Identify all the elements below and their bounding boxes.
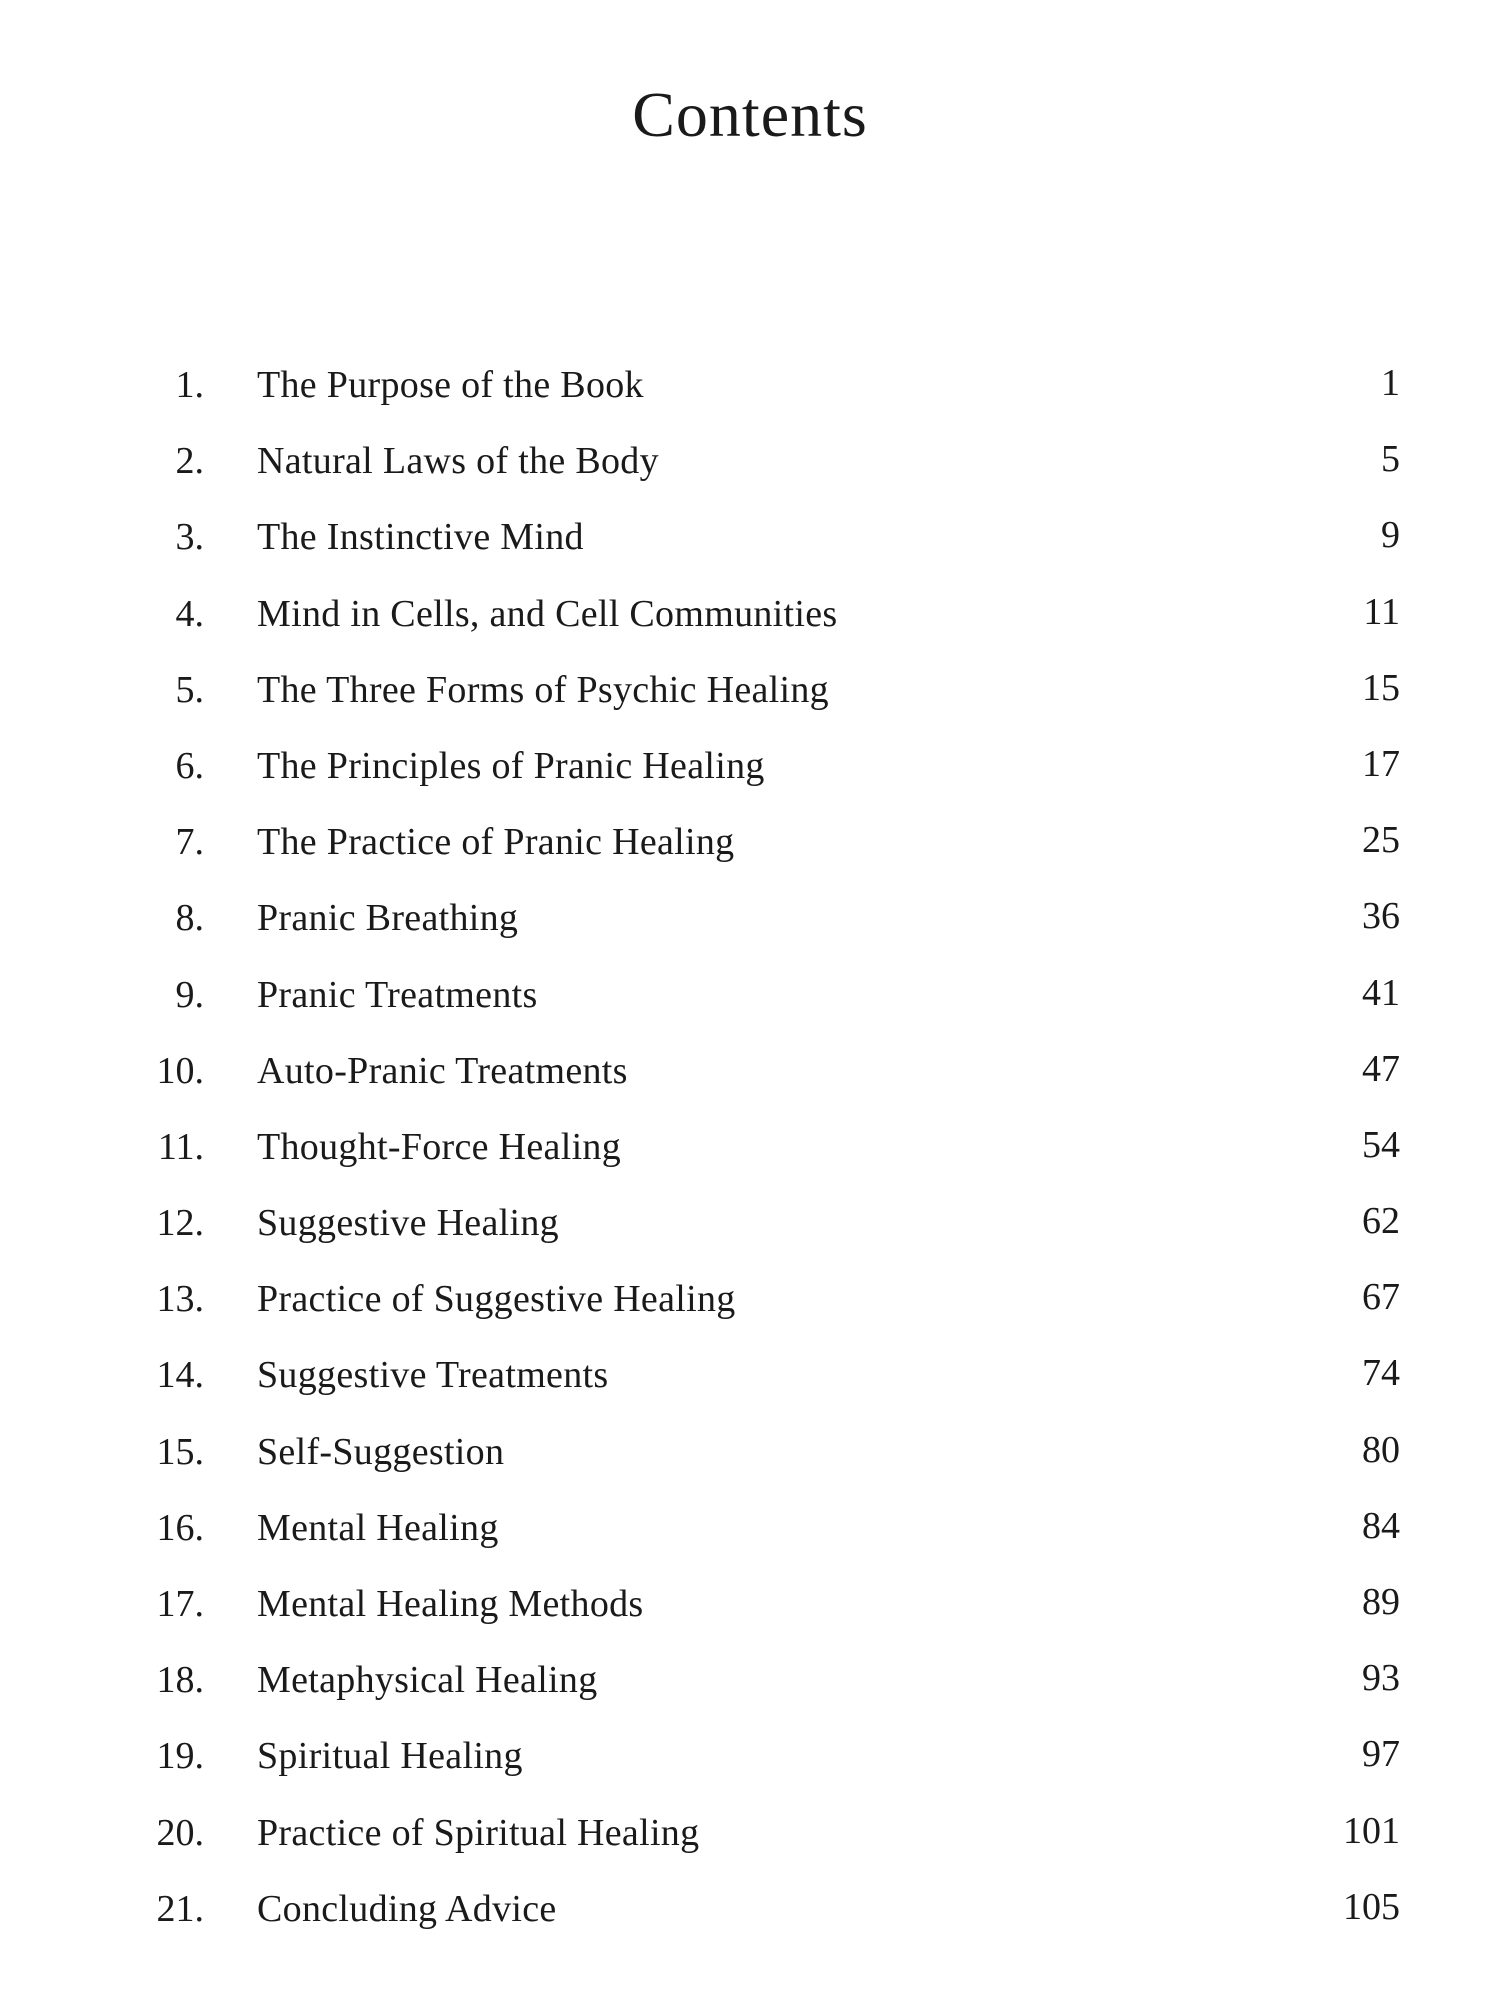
page-number: 93 (1362, 1657, 1400, 1700)
chapter-title: The Principles of Pranic Healing (257, 744, 765, 787)
chapter-title: The Three Forms of Psychic Healing (257, 668, 829, 711)
chapter-number: 5. (175, 668, 204, 711)
toc-entry[interactable] (0, 1496, 1500, 1572)
toc-entry[interactable] (0, 1191, 1500, 1267)
page-number: 9 (1381, 514, 1400, 557)
page-number: 84 (1362, 1504, 1400, 1547)
page-number: 97 (1362, 1733, 1400, 1776)
chapter-number: 16. (156, 1506, 204, 1549)
page-number: 54 (1362, 1123, 1400, 1166)
toc-entry[interactable] (0, 1801, 1500, 1877)
chapter-title: The Practice of Pranic Healing (257, 821, 735, 864)
chapter-number: 18. (156, 1659, 204, 1702)
chapter-title: Mind in Cells, and Cell Communities (257, 592, 838, 635)
chapter-number: 1. (175, 364, 204, 406)
chapter-title: Spiritual Healing (257, 1735, 523, 1778)
toc-entry[interactable] (0, 1877, 1500, 1953)
toc-entry[interactable] (0, 1572, 1500, 1648)
chapter-title: Pranic Treatments (257, 973, 538, 1016)
chapter-title: Natural Laws of the Body (257, 440, 659, 483)
page-number: 47 (1362, 1047, 1400, 1090)
toc-entry[interactable] (0, 1420, 1500, 1496)
chapter-number: 8. (175, 897, 204, 940)
chapter-number: 10. (156, 1049, 204, 1092)
toc-entry[interactable] (0, 810, 1500, 886)
page-number: 25 (1362, 819, 1400, 862)
chapter-number: 21. (156, 1887, 204, 1930)
chapter-number: 4. (175, 592, 204, 635)
page-number: 36 (1362, 895, 1400, 938)
page-number: 101 (1343, 1809, 1400, 1852)
toc-entry[interactable] (0, 734, 1500, 810)
chapter-title: Pranic Breathing (257, 897, 519, 940)
toc-entry[interactable] (0, 429, 1500, 505)
chapter-number: 11. (157, 1125, 204, 1168)
chapter-title: Practice of Spiritual Healing (257, 1811, 700, 1854)
chapter-title: The Instinctive Mind (257, 516, 584, 559)
chapter-title: Practice of Suggestive Healing (257, 1278, 736, 1321)
page-number: 105 (1343, 1885, 1400, 1928)
chapter-number: 3. (175, 516, 204, 559)
chapter-title: Auto-Pranic Treatments (257, 1049, 628, 1092)
chapter-title: Concluding Advice (257, 1887, 557, 1930)
chapter-title: Mental Healing Methods (257, 1583, 644, 1625)
chapter-number: 6. (175, 744, 204, 787)
page-number: 41 (1362, 971, 1400, 1014)
toc-entry[interactable] (0, 886, 1500, 962)
chapter-title: The Purpose of the Book (257, 364, 644, 406)
page-number: 11 (1363, 590, 1400, 633)
toc-entry[interactable] (0, 582, 1500, 658)
page-number: 5 (1381, 438, 1400, 481)
chapter-number: 19. (156, 1735, 204, 1778)
chapter-number: 9. (175, 973, 204, 1016)
toc-entry[interactable] (0, 505, 1500, 581)
table-of-contents (0, 353, 1500, 1953)
chapter-title: Suggestive Healing (257, 1202, 559, 1245)
page-number: 67 (1362, 1276, 1400, 1319)
chapter-number: 14. (156, 1354, 204, 1397)
toc-entry[interactable] (0, 1115, 1500, 1191)
toc-entry[interactable] (0, 353, 1500, 429)
page-number: 62 (1362, 1200, 1400, 1243)
toc-entry[interactable] (0, 1267, 1500, 1343)
chapter-title: Mental Healing (257, 1506, 499, 1549)
chapter-number: 17. (156, 1583, 204, 1625)
toc-entry[interactable] (0, 1039, 1500, 1115)
chapter-number: 13. (156, 1278, 204, 1321)
toc-entry[interactable] (0, 963, 1500, 1039)
toc-entry[interactable] (0, 1724, 1500, 1800)
chapter-title: Self-Suggestion (257, 1430, 505, 1473)
page-number: 15 (1362, 666, 1400, 709)
toc-entry[interactable] (0, 1648, 1500, 1724)
chapter-title: Metaphysical Healing (257, 1659, 598, 1702)
chapter-number: 12. (156, 1202, 204, 1245)
chapter-title: Thought-Force Healing (257, 1125, 622, 1168)
chapter-number: 20. (156, 1811, 204, 1854)
page-number: 1 (1381, 362, 1400, 404)
page-number: 89 (1362, 1581, 1400, 1623)
chapter-number: 15. (156, 1430, 204, 1473)
page-number: 80 (1362, 1428, 1400, 1471)
page-number: 17 (1362, 742, 1400, 785)
page-title: Contents (632, 79, 868, 150)
toc-entry[interactable] (0, 1343, 1500, 1419)
toc-entry[interactable] (0, 658, 1500, 734)
chapter-title: Suggestive Treatments (257, 1354, 609, 1397)
page-number: 74 (1362, 1352, 1400, 1395)
chapter-number: 7. (175, 821, 204, 864)
chapter-number: 2. (175, 440, 204, 483)
